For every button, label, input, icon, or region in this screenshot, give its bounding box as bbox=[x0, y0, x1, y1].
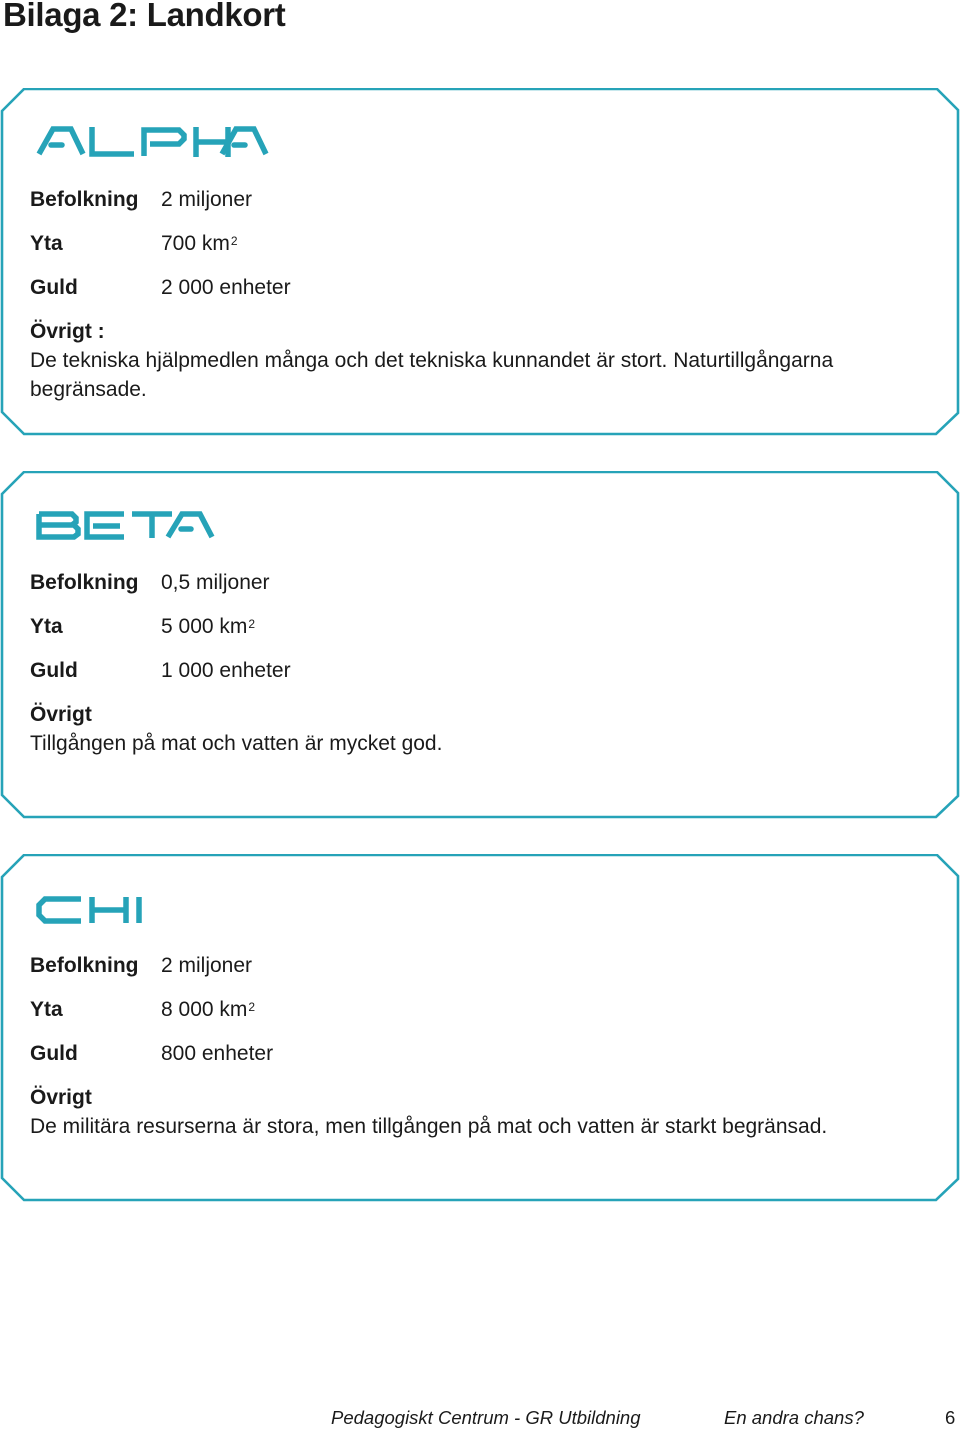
gold-label: Guld bbox=[30, 276, 78, 299]
beta-logo bbox=[36, 511, 218, 541]
country-card-chi bbox=[0, 854, 960, 1202]
footer-organization: Pedagogiskt Centrum - GR Utbildning bbox=[331, 1407, 641, 1428]
area-value: 5 000 $km^2$ bbox=[161, 615, 256, 638]
chi-logo bbox=[36, 896, 146, 924]
population-label: Befolkning bbox=[30, 188, 139, 211]
other-label: Övrigt bbox=[30, 703, 92, 726]
population-value: 2 miljoner bbox=[161, 188, 253, 211]
gold-label: Guld bbox=[30, 659, 78, 682]
gold-value: 2 000 enheter bbox=[161, 276, 291, 299]
footer-publication: En andra chans? bbox=[724, 1407, 864, 1428]
page-title: Bilaga 2: Landkort bbox=[3, 0, 286, 33]
country-card-alpha bbox=[0, 88, 960, 436]
other-text-line-1: De tekniska hjälpmedlen många och det tekniska kunnandet är stort. Naturtillgångarna bbox=[30, 349, 834, 372]
area-value: 700 $km^2$ bbox=[161, 232, 238, 255]
area-label: Yta bbox=[30, 232, 63, 255]
other-label: Övrigt : bbox=[30, 320, 105, 343]
country-card-beta bbox=[0, 471, 960, 819]
area-value: 8 000 $km^2$ bbox=[161, 998, 256, 1021]
gold-label: Guld bbox=[30, 1042, 78, 1065]
population-label: Befolkning bbox=[30, 954, 139, 977]
population-label: Befolkning bbox=[30, 571, 139, 594]
other-text-line-1: Tillgången på mat och vatten är mycket god. bbox=[30, 732, 443, 755]
area-label: Yta bbox=[30, 998, 63, 1021]
population-value: 2 miljoner bbox=[161, 954, 253, 977]
gold-value: 800 enheter bbox=[161, 1042, 274, 1065]
other-text-line-1: De militära resurserna är stora, men tillgången på mat och vatten är starkt begränsad. bbox=[30, 1115, 828, 1138]
population-value: 0,5 miljoner bbox=[161, 571, 270, 594]
alpha-logo bbox=[36, 126, 270, 158]
other-label: Övrigt bbox=[30, 1086, 92, 1109]
gold-value: 1 000 enheter bbox=[161, 659, 291, 682]
page-number: 6 bbox=[945, 1407, 956, 1428]
other-text-line-2: begränsade. bbox=[30, 378, 147, 401]
area-label: Yta bbox=[30, 615, 63, 638]
